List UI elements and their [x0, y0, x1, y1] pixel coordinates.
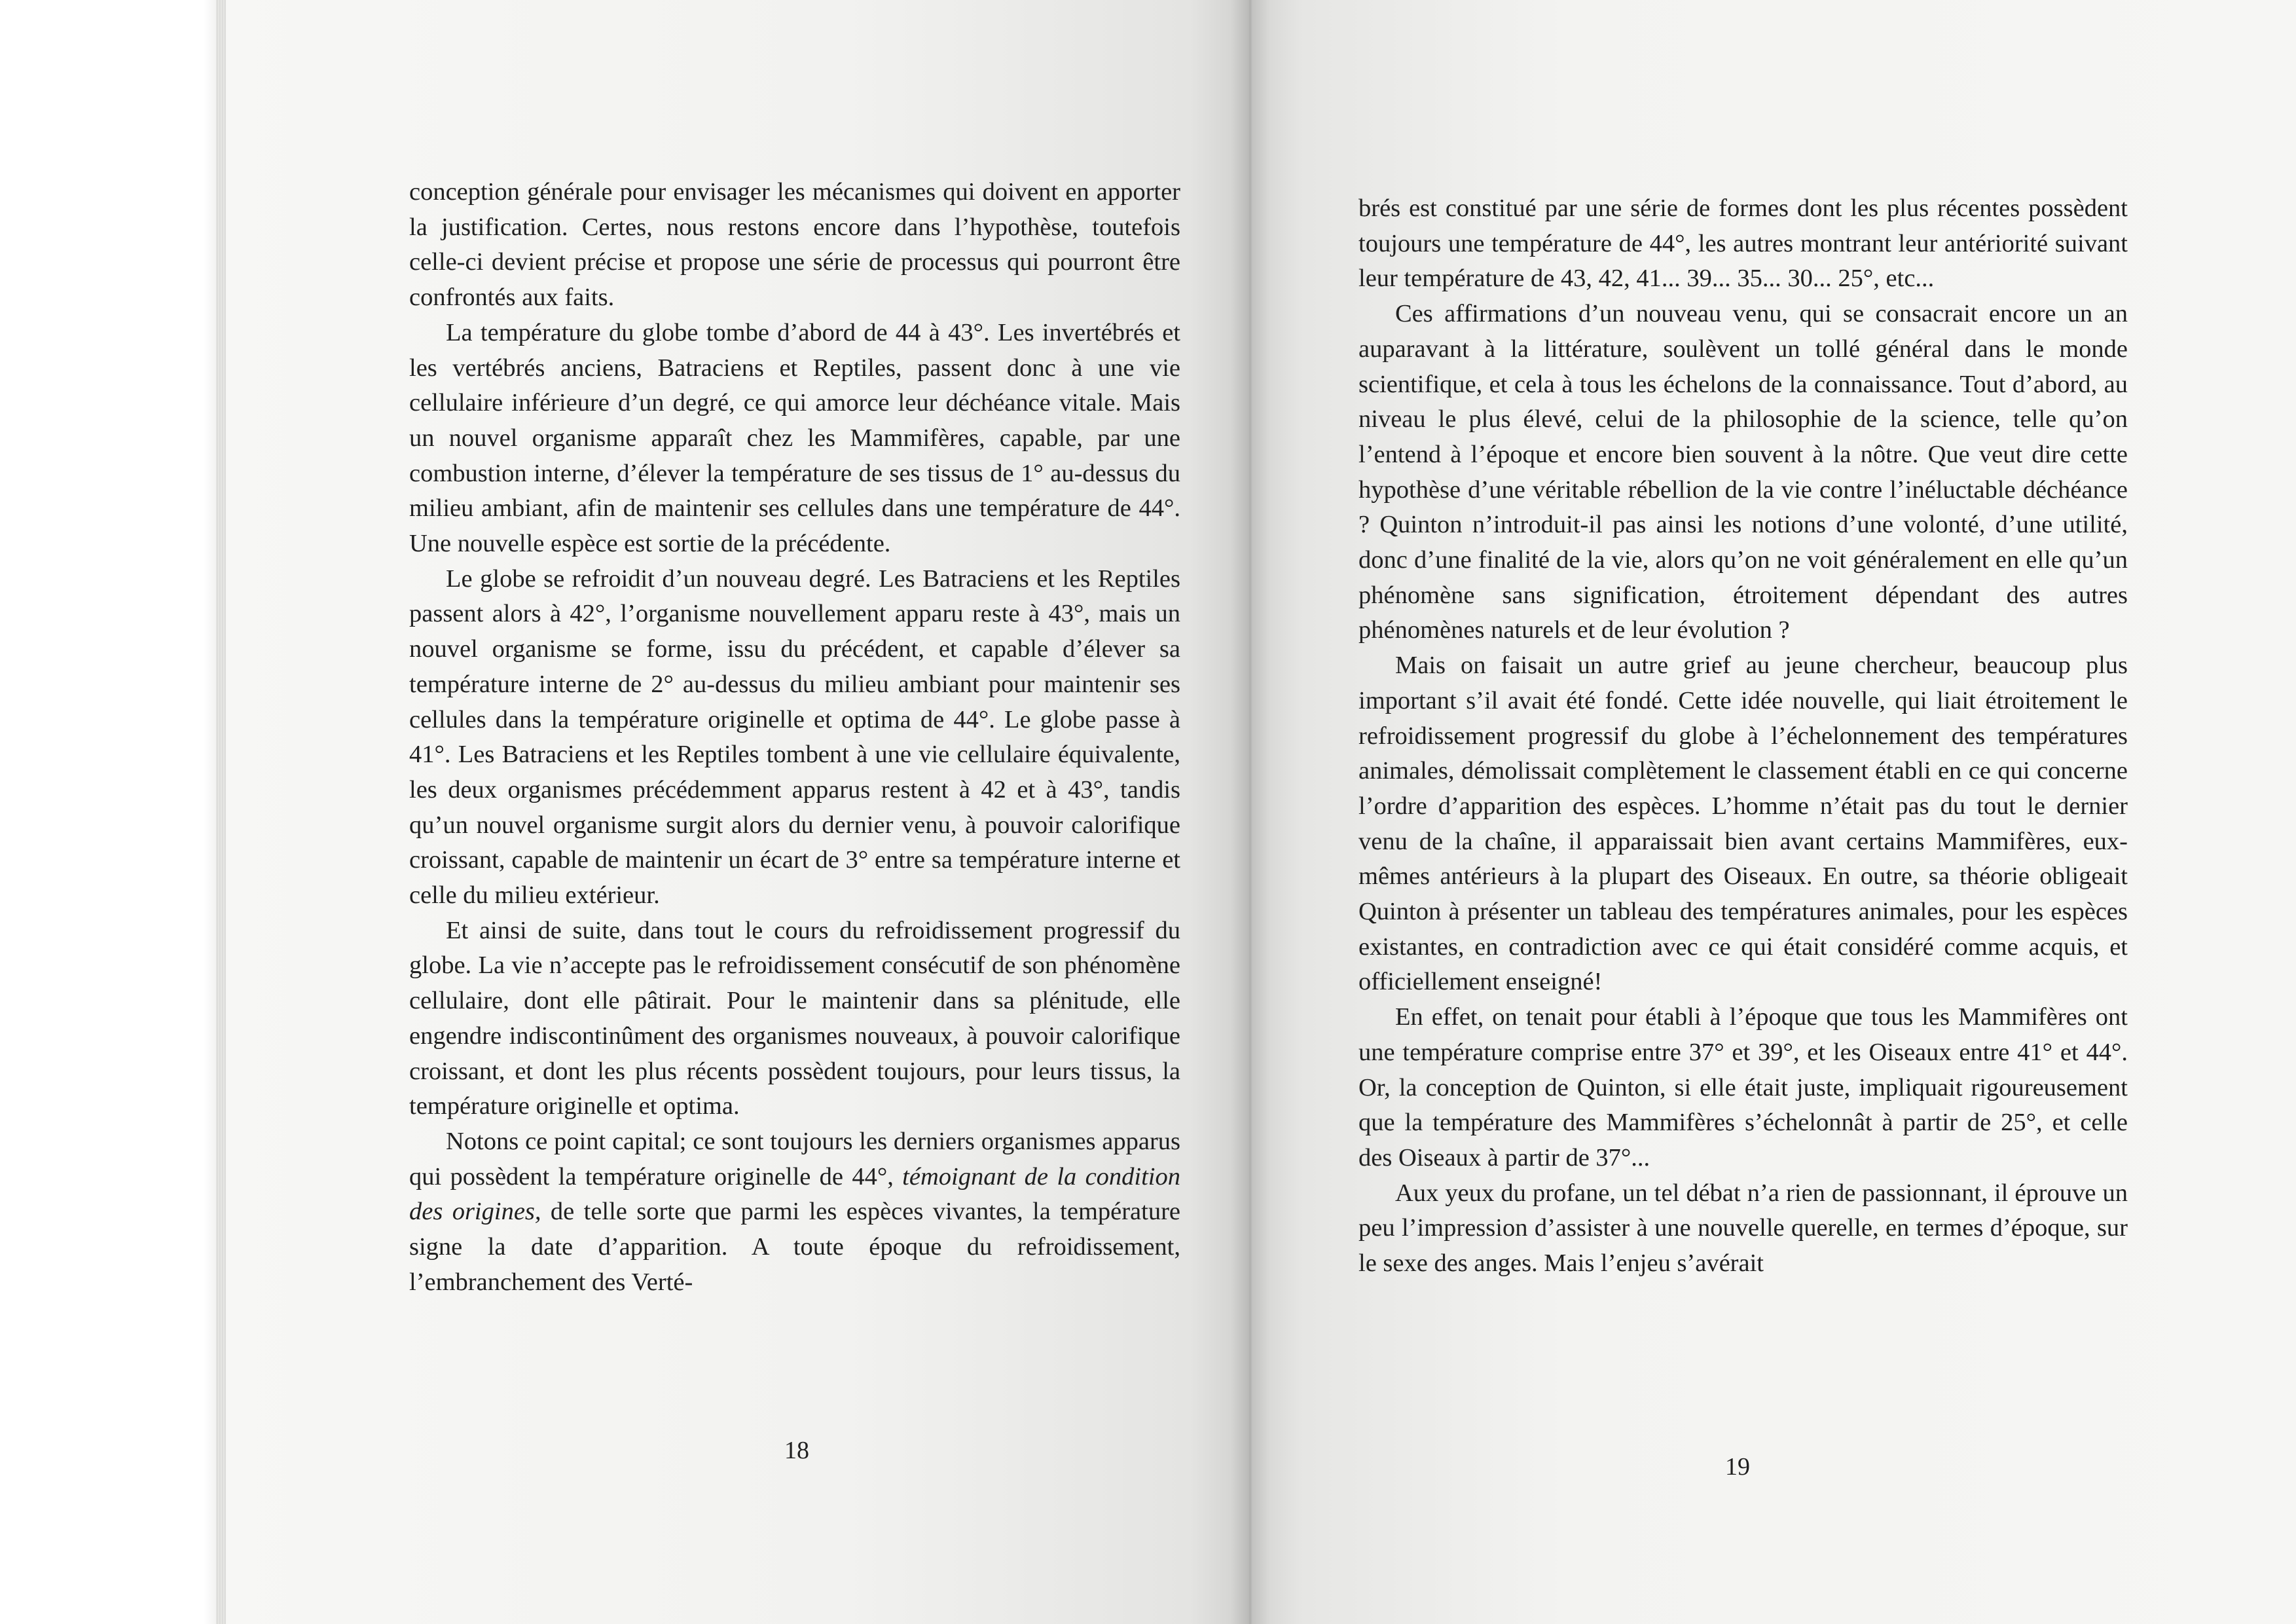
- right-paragraph-5: Aux yeux du profane, un tel débat n’a rien de passionnant, il éprouve un peu l’impression d’assister à une nouvelle querelle, en termes d’époque, sur le sexe des anges. Mais l’enjeu s’avérait: [1358, 1179, 2128, 1278]
- book-gutter: [1231, 0, 1270, 1624]
- scan-margin: [0, 0, 226, 1624]
- left-paragraph-5-start: Notons ce point capital; ce sont toujours les derniers organismes apparus qui possèdent la température originelle de 44°,: [409, 1127, 1180, 1190]
- left-paragraph-2: La température du globe tombe d’abord de 44 à 43°. Les invertébrés et les vertébrés anciens, Batraciens et Reptiles, passent donc à une vie cellulaire inférieure d’un degré, ce qui amorce leur déchéance vitale. Mais un nouvel organisme apparaît chez les Mammifères, capable, par une combustion interne, d’élever la température de ses tissus de 1° au-dessus du milieu ambiant, afin de maintenir ses cellules dans une température de 44°. Une nouvelle espèce est sortie de la précédente.: [409, 318, 1180, 558]
- left-paragraph-1: conception générale pour envisager les mécanismes qui doivent en apporter la justification. Certes, nous restons encore dans l’hypothèse, toutefois celle-ci devient précise et propose une série de processus qui pourront être confrontés aux faits.: [409, 178, 1180, 312]
- right-paragraph-2: Ces affirmations d’un nouveau venu, qui se consacrait encore un an auparavant à la littérature, soulèvent un tollé général dans le monde scientifique, et cela à tous les échelons de la connaissance. Tout d’abord, au niveau le plus élevé, celui de la philosophie de la science, telle qu’on l’entend à l’époque et encore bien souvent à la nôtre. Que veut dire cette hypothèse d’une véritable rébellion de la vie contre l’inéluctable déchéance ? Quinton n’introduit-il pas ainsi les notions d’une volonté, d’une utilité, donc d’une finalité de la vie, alors qu’on ne voit généralement en elle qu’un phénomène sans signification, étroitement dépendant des autres phénomènes naturels et de leur évolution ?: [1358, 300, 2128, 644]
- left-page-text: [409, 175, 1180, 1301]
- right-page-text: [1358, 191, 2128, 1282]
- left-paragraph-5: [409, 1124, 1180, 1301]
- left-paragraph-3: Le globe se refroidit d’un nouveau degré. Les Batraciens et les Reptiles passent alors à 42°, l’organisme nouvellement apparu reste à 43°, mais un nouvel organisme se forme, issu du précédent, et capable d’élever sa température interne de 2° au-dessus du milieu ambiant pour maintenir ses cellules dans la température originelle et optima de 44°. Le globe passe à 41°. Les Batraciens et les Reptiles tombent à une vie cellulaire équivalente, les deux organismes précédemment apparus restent à 42 et à 43°, tandis qu’un nouvel organisme surgit alors du dernier venu, à pouvoir calorifique croissant, capable de maintenir un écart de 3° entre sa température interne et celle du milieu extérieur.: [409, 564, 1180, 910]
- left-paragraph-4: Et ainsi de suite, dans tout le cours du refroidissement progressif du globe. La vie n’accepte pas le refroidissement consécutif de son phénomène cellulaire, dont elle pâtirait. Pour le maintenir dans sa plénitude, elle engendre indiscontinûment des organismes nouveaux, à pouvoir calorifique croissant, et dont les plus récents possèdent toujours, pour leurs tissus, la température originelle et optima.: [409, 916, 1180, 1120]
- left-page-number: 18: [784, 1437, 809, 1464]
- left-paragraph-5-italic: témoignant de la condition des origines,: [409, 1162, 1180, 1226]
- left-paragraph-5-end: de telle sorte que parmi les espèces vivantes, la température signe la date d’apparition. A toute époque du refroidissement, l’embranchement des Verté-: [409, 1198, 1180, 1296]
- right-page-number: 19: [1725, 1453, 1750, 1481]
- right-paragraph-1: brés est constitué par une série de formes dont les plus récentes possèdent toujours une température de 44°, les autres montrant leur antériorité suivant leur température de 43, 42, 41... 39... 35... 30... 25°, etc...: [1358, 194, 2128, 293]
- right-paragraph-3: Mais on faisait un autre grief au jeune chercheur, beaucoup plus important s’il avait été fondé. Cette idée nouvelle, qui liait étroitement le refroidissement progressif du globe à l’échelonnement des températures animales, démolissait complètement le classement établi en ce qui concerne l’ordre d’apparition des espèces. L’homme n’était pas du tout le dernier venu de la chaîne, il apparaissait bien avant certains Mammifères, eux-mêmes antérieurs à la plupart des Oiseaux. En outre, sa théorie obligeait Quinton à présenter un tableau des températures animales, pour les espèces existantes, en contradiction avec ce qui était considéré comme acquis, et officiellement enseigné!: [1358, 652, 2128, 996]
- right-paragraph-4: En effet, on tenait pour établi à l’époque que tous les Mammifères ont une température comprise entre 37° et 39°, et les Oiseaux entre 41° et 44°. Or, la conception de Quinton, si elle était juste, impliquait rigoureusement que la température des Mammifères s’échelonnât à partir de 25°, et celle des Oiseaux à partir de 37°...: [1358, 1003, 2128, 1172]
